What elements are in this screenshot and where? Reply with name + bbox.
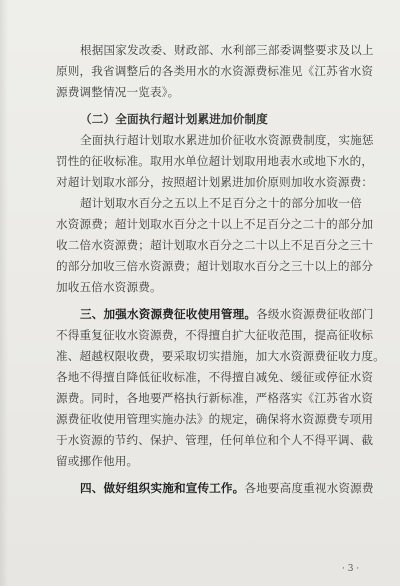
paragraph-line: 不得重复征收水资源费，不得擅自扩大征收范围，提高征收标 bbox=[56, 328, 374, 342]
document-body bbox=[56, 40, 385, 499]
paragraph-line: 于水资源的节约、保护、管理，任何单位和个人不得平调、截 bbox=[56, 433, 374, 447]
paragraph-line: 水资源费；超计划取水百分之十以上不足百分之二十的部分加 bbox=[56, 217, 374, 231]
paragraph-line: 全面执行超计划取水累进加价征收水资源费制度，实施惩 bbox=[80, 133, 374, 147]
paragraph-text: 各地要高度重视水资源费 bbox=[244, 481, 374, 495]
paragraph-line: 准、超越权限收费，要采取切实措施，加大水资源费征收力度。 bbox=[56, 349, 385, 363]
paragraph-line: 源费征收使用管理实施办法》的规定，确保将水资源费专项用 bbox=[56, 412, 374, 426]
paragraph-line: 各地不得擅自降低征收标准，不得擅自减免、缓征或停征水资 bbox=[56, 370, 374, 384]
section-subheading: （二）全面执行超计划累进加价制度 bbox=[80, 112, 268, 126]
section-three-heading: 三、加强水资源费征收使用管理。 bbox=[80, 307, 257, 321]
paragraph-line: 源费。同时，各地要严格执行新标准，严格落实《江苏省水资 bbox=[56, 391, 374, 405]
section-three-line bbox=[56, 304, 374, 325]
paragraph-line: 对超计划取水部分，按照超计划累进加价原则加收水资源费： bbox=[56, 175, 374, 189]
paragraph-line: 根据国家发改委、财政部、水利部三部委调整要求及以上 bbox=[80, 43, 374, 57]
paragraph-line: 源费调整情况一览表》。 bbox=[56, 85, 180, 99]
paragraph-line: 原则，我省调整后的各类用水的水资源费标准见《江苏省水资 bbox=[56, 64, 374, 78]
paragraph-line: 超计划取水百分之五以上不足百分之十的部分加收一倍 bbox=[80, 196, 362, 210]
paragraph-line: 罚性的征收标准。取用水单位超计划取用地表水或地下水的， bbox=[56, 154, 374, 168]
page-number: · 3 · bbox=[342, 564, 360, 574]
paragraph-text: 各级水资源费征收部门 bbox=[256, 307, 374, 321]
paragraph-line: 留或挪作他用。 bbox=[56, 454, 139, 468]
paragraph-line: 加收五倍水资源费。 bbox=[56, 280, 162, 294]
section-four-heading: 四、做好组织实施和宣传工作。 bbox=[80, 481, 245, 495]
paragraph-line: 收二倍水资源费；超计划取水百分之二十以上不足百分之三十 bbox=[56, 238, 374, 252]
paragraph-line: 的部分加收三倍水资源费；超计划取水百分之三十以上的部分 bbox=[56, 259, 374, 273]
section-four-line bbox=[56, 478, 374, 499]
